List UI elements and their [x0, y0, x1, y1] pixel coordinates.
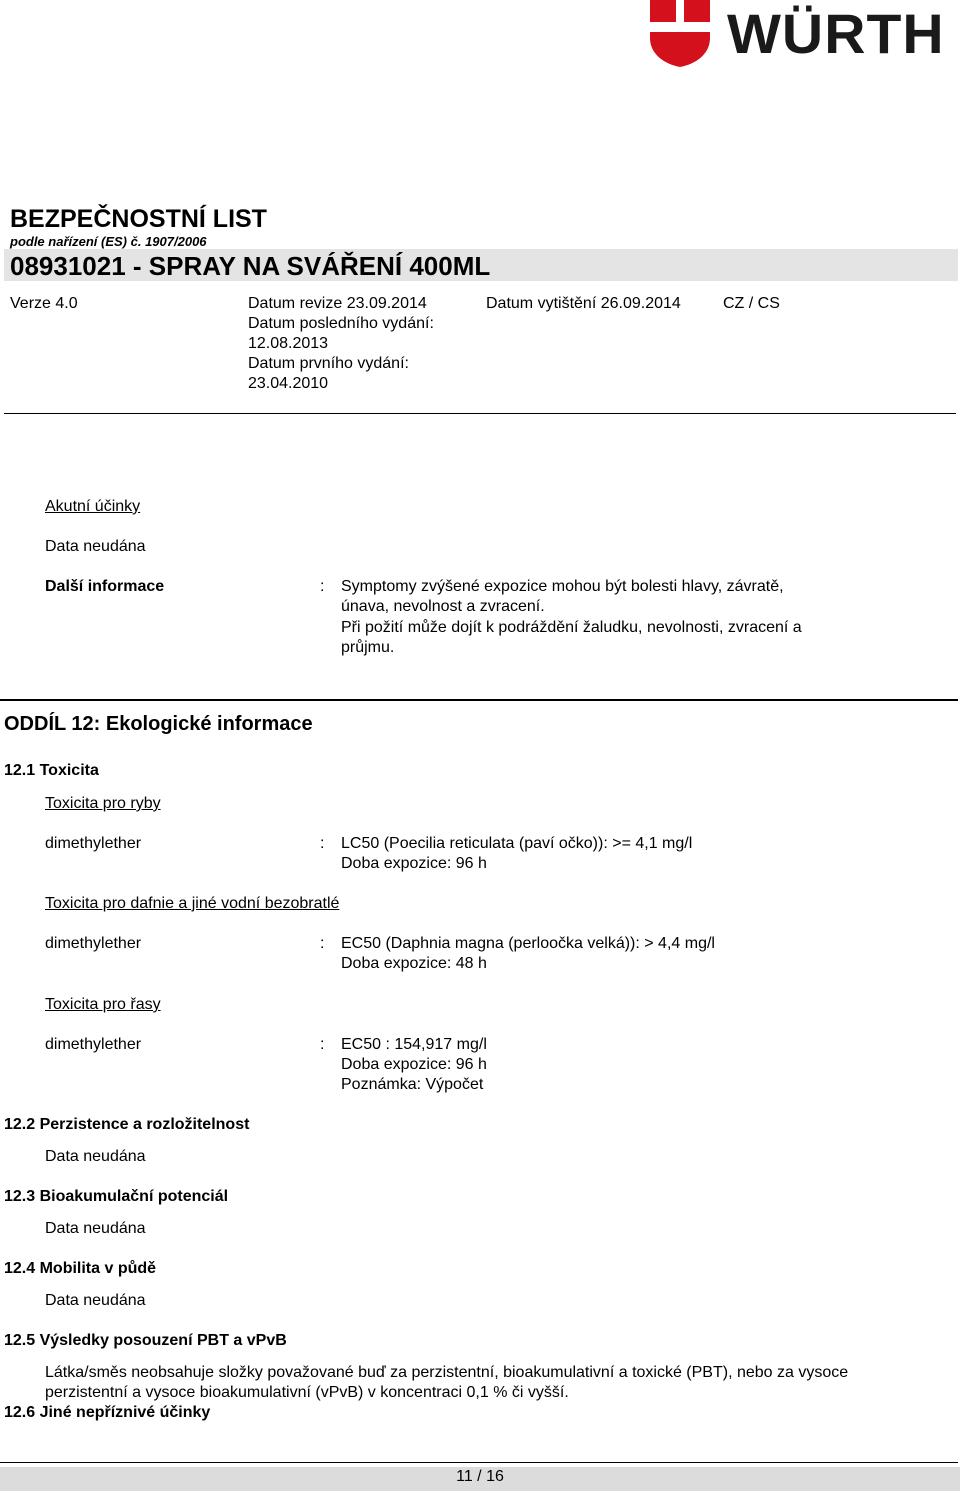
- subsection-12-4: 12.4 Mobilita v půdě: [4, 1260, 157, 1277]
- colon: :: [320, 1036, 325, 1053]
- daphnia-exposure: Doba expozice: 48 h: [341, 955, 487, 972]
- version: Verze 4.0: [10, 295, 78, 312]
- print-date: Datum vytištění 26.09.2014: [486, 295, 681, 312]
- pbt-text-line: perzistentní a vysoce bioakumulativní (vPvB) v koncentraci 0,1 % či vyšší.: [45, 1384, 569, 1401]
- fish-exposure: Doba expozice: 96 h: [341, 855, 487, 872]
- colon: :: [320, 578, 325, 595]
- first-issue-label: Datum prvního vydání:: [248, 355, 409, 372]
- fish-toxicity-heading: Toxicita pro ryby: [45, 795, 161, 812]
- subsection-12-1: 12.1 Toxicita: [4, 762, 99, 779]
- further-info-line: průjmu.: [341, 639, 395, 656]
- further-info-line: únava, nevolnost a zvracení.: [341, 598, 545, 615]
- regulation-note: podle nařízení (ES) č. 1907/2006: [10, 234, 207, 249]
- daphnia-toxicity-heading: Toxicita pro dafnie a jiné vodní bezobratlé: [45, 895, 340, 912]
- acute-heading: Akutní účinky: [45, 498, 141, 515]
- wurth-logo-mark-icon: [648, 0, 712, 68]
- fish-substance: dimethylether: [45, 835, 142, 852]
- wurth-logo-text: WÜRTH: [727, 2, 945, 65]
- further-info-label: Další informace: [45, 578, 165, 595]
- revision-date: Datum revize 23.09.2014: [248, 295, 427, 312]
- algae-toxicity-heading: Toxicita pro řasy: [45, 996, 161, 1013]
- colon: :: [320, 935, 325, 952]
- last-issue-label: Datum posledního vydání:: [248, 315, 434, 332]
- further-info-line: Symptomy zvýšené expozice mohou být bolesti hlavy, závratě,: [341, 578, 784, 595]
- section-divider: [0, 699, 958, 701]
- product-title: 08931021 - SPRAY NA SVÁŘENÍ 400ML: [10, 251, 491, 281]
- last-issue-date: 12.08.2013: [248, 335, 329, 352]
- algae-exposure: Doba expozice: 96 h: [341, 1056, 487, 1073]
- acute-no-data: Data neudána: [45, 538, 146, 555]
- footer-divider: [0, 1462, 958, 1463]
- section-12-title: ODDÍL 12: Ekologické informace: [4, 713, 313, 735]
- subsection-12-4-text: Data neudána: [45, 1292, 146, 1309]
- fish-value: LC50 (Poecilia reticulata (paví očko)): >= 4,1 mg/l: [341, 835, 693, 852]
- subsection-12-6: 12.6 Jiné nepříznivé účinky: [4, 1404, 211, 1421]
- pbt-text-line: Látka/směs neobsahuje složky považované buď za perzistentní, bioakumulativní a toxické (PBT), nebo za vysoce: [45, 1364, 849, 1381]
- locale: CZ / CS: [723, 295, 780, 312]
- further-info-line: Při požití může dojít k podráždění žaludku, nevolnosti, zvracení a: [341, 619, 802, 636]
- daphnia-substance: dimethylether: [45, 935, 142, 952]
- algae-value: EC50 : 154,917 mg/l: [341, 1036, 487, 1053]
- algae-substance: dimethylether: [45, 1036, 142, 1053]
- subsection-12-2: 12.2 Perzistence a rozložitelnost: [4, 1116, 250, 1133]
- subsection-12-3: 12.3 Bioakumulační potenciál: [4, 1188, 229, 1205]
- header-divider: [4, 413, 956, 414]
- colon: :: [320, 835, 325, 852]
- doc-title: BEZPEČNOSTNÍ LIST: [10, 205, 267, 233]
- daphnia-value: EC50 (Daphnia magna (perloočka velká)): > 4,4 mg/l: [341, 935, 715, 952]
- subsection-12-5: 12.5 Výsledky posouzení PBT a vPvB: [4, 1332, 287, 1349]
- page-number: 11 / 16: [456, 1468, 504, 1485]
- algae-note: Poznámka: Výpočet: [341, 1076, 484, 1093]
- subsection-12-3-text: Data neudána: [45, 1220, 146, 1237]
- first-issue-date: 23.04.2010: [248, 375, 329, 392]
- subsection-12-2-text: Data neudána: [45, 1148, 146, 1165]
